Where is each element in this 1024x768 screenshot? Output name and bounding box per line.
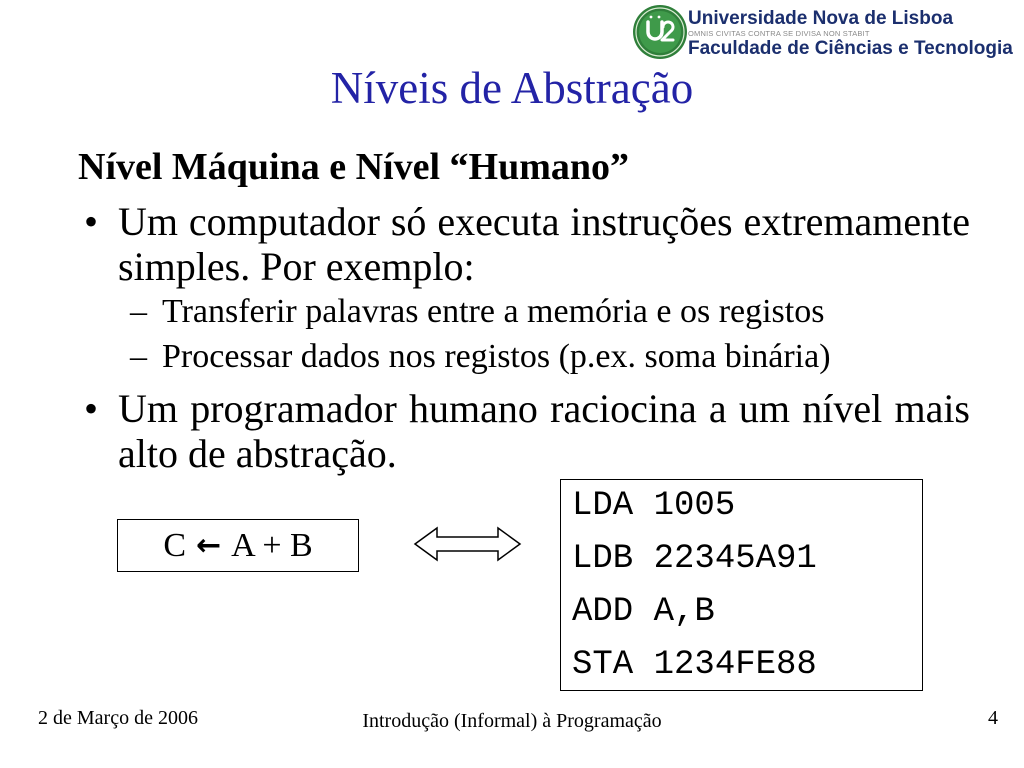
expression-lhs: C: [163, 526, 186, 564]
assembly-line: LDA 1005: [572, 487, 736, 525]
sub-bullet-marker: –: [130, 338, 147, 375]
footer-date: 2 de Março de 2006: [38, 707, 198, 729]
slide-subheading: Nível Máquina e Nível “Humano”: [78, 146, 630, 188]
double-arrow-icon: [413, 526, 523, 562]
high-level-expression-box: [117, 519, 359, 572]
sub-bullet-text: Transferir palavras entre a memória e os registos: [162, 293, 825, 330]
assembly-line: ADD A,B: [572, 593, 715, 631]
bullet-text: Um programador humano raciocina a um nível mais alto de abstração.: [118, 386, 970, 476]
sub-bullet-marker: –: [130, 293, 147, 330]
slide-title: Níveis de Abstração: [330, 63, 694, 113]
logo-university-name: Universidade Nova de Lisboa: [688, 8, 954, 29]
bullet-marker: •: [84, 199, 99, 244]
page-number: 4: [988, 707, 998, 729]
assembly-line: STA 1234FE88: [572, 646, 817, 684]
logo-motto: OMNIS CIVITAS CONTRA SE DIVISA NON STABIT: [688, 29, 870, 38]
assembly-code-box: [560, 479, 923, 691]
footer-course-title: Introdução (Informal) à Programação: [362, 710, 662, 732]
bullet-text: Um computador só executa instruções extremamente simples. Por exemplo:: [118, 199, 970, 289]
assignment-arrow-icon: ←: [196, 527, 222, 563]
sub-bullet-text: Processar dados nos registos (p.ex. soma binária): [162, 338, 831, 375]
university-logo: [630, 0, 1022, 64]
expression-rhs: A + B: [231, 526, 313, 564]
university-seal-icon: [632, 4, 688, 60]
assembly-line: LDB 22345A91: [572, 540, 817, 578]
logo-faculty-name: Faculdade de Ciências e Tecnologia: [688, 38, 1013, 59]
bullet-marker: •: [84, 386, 99, 431]
